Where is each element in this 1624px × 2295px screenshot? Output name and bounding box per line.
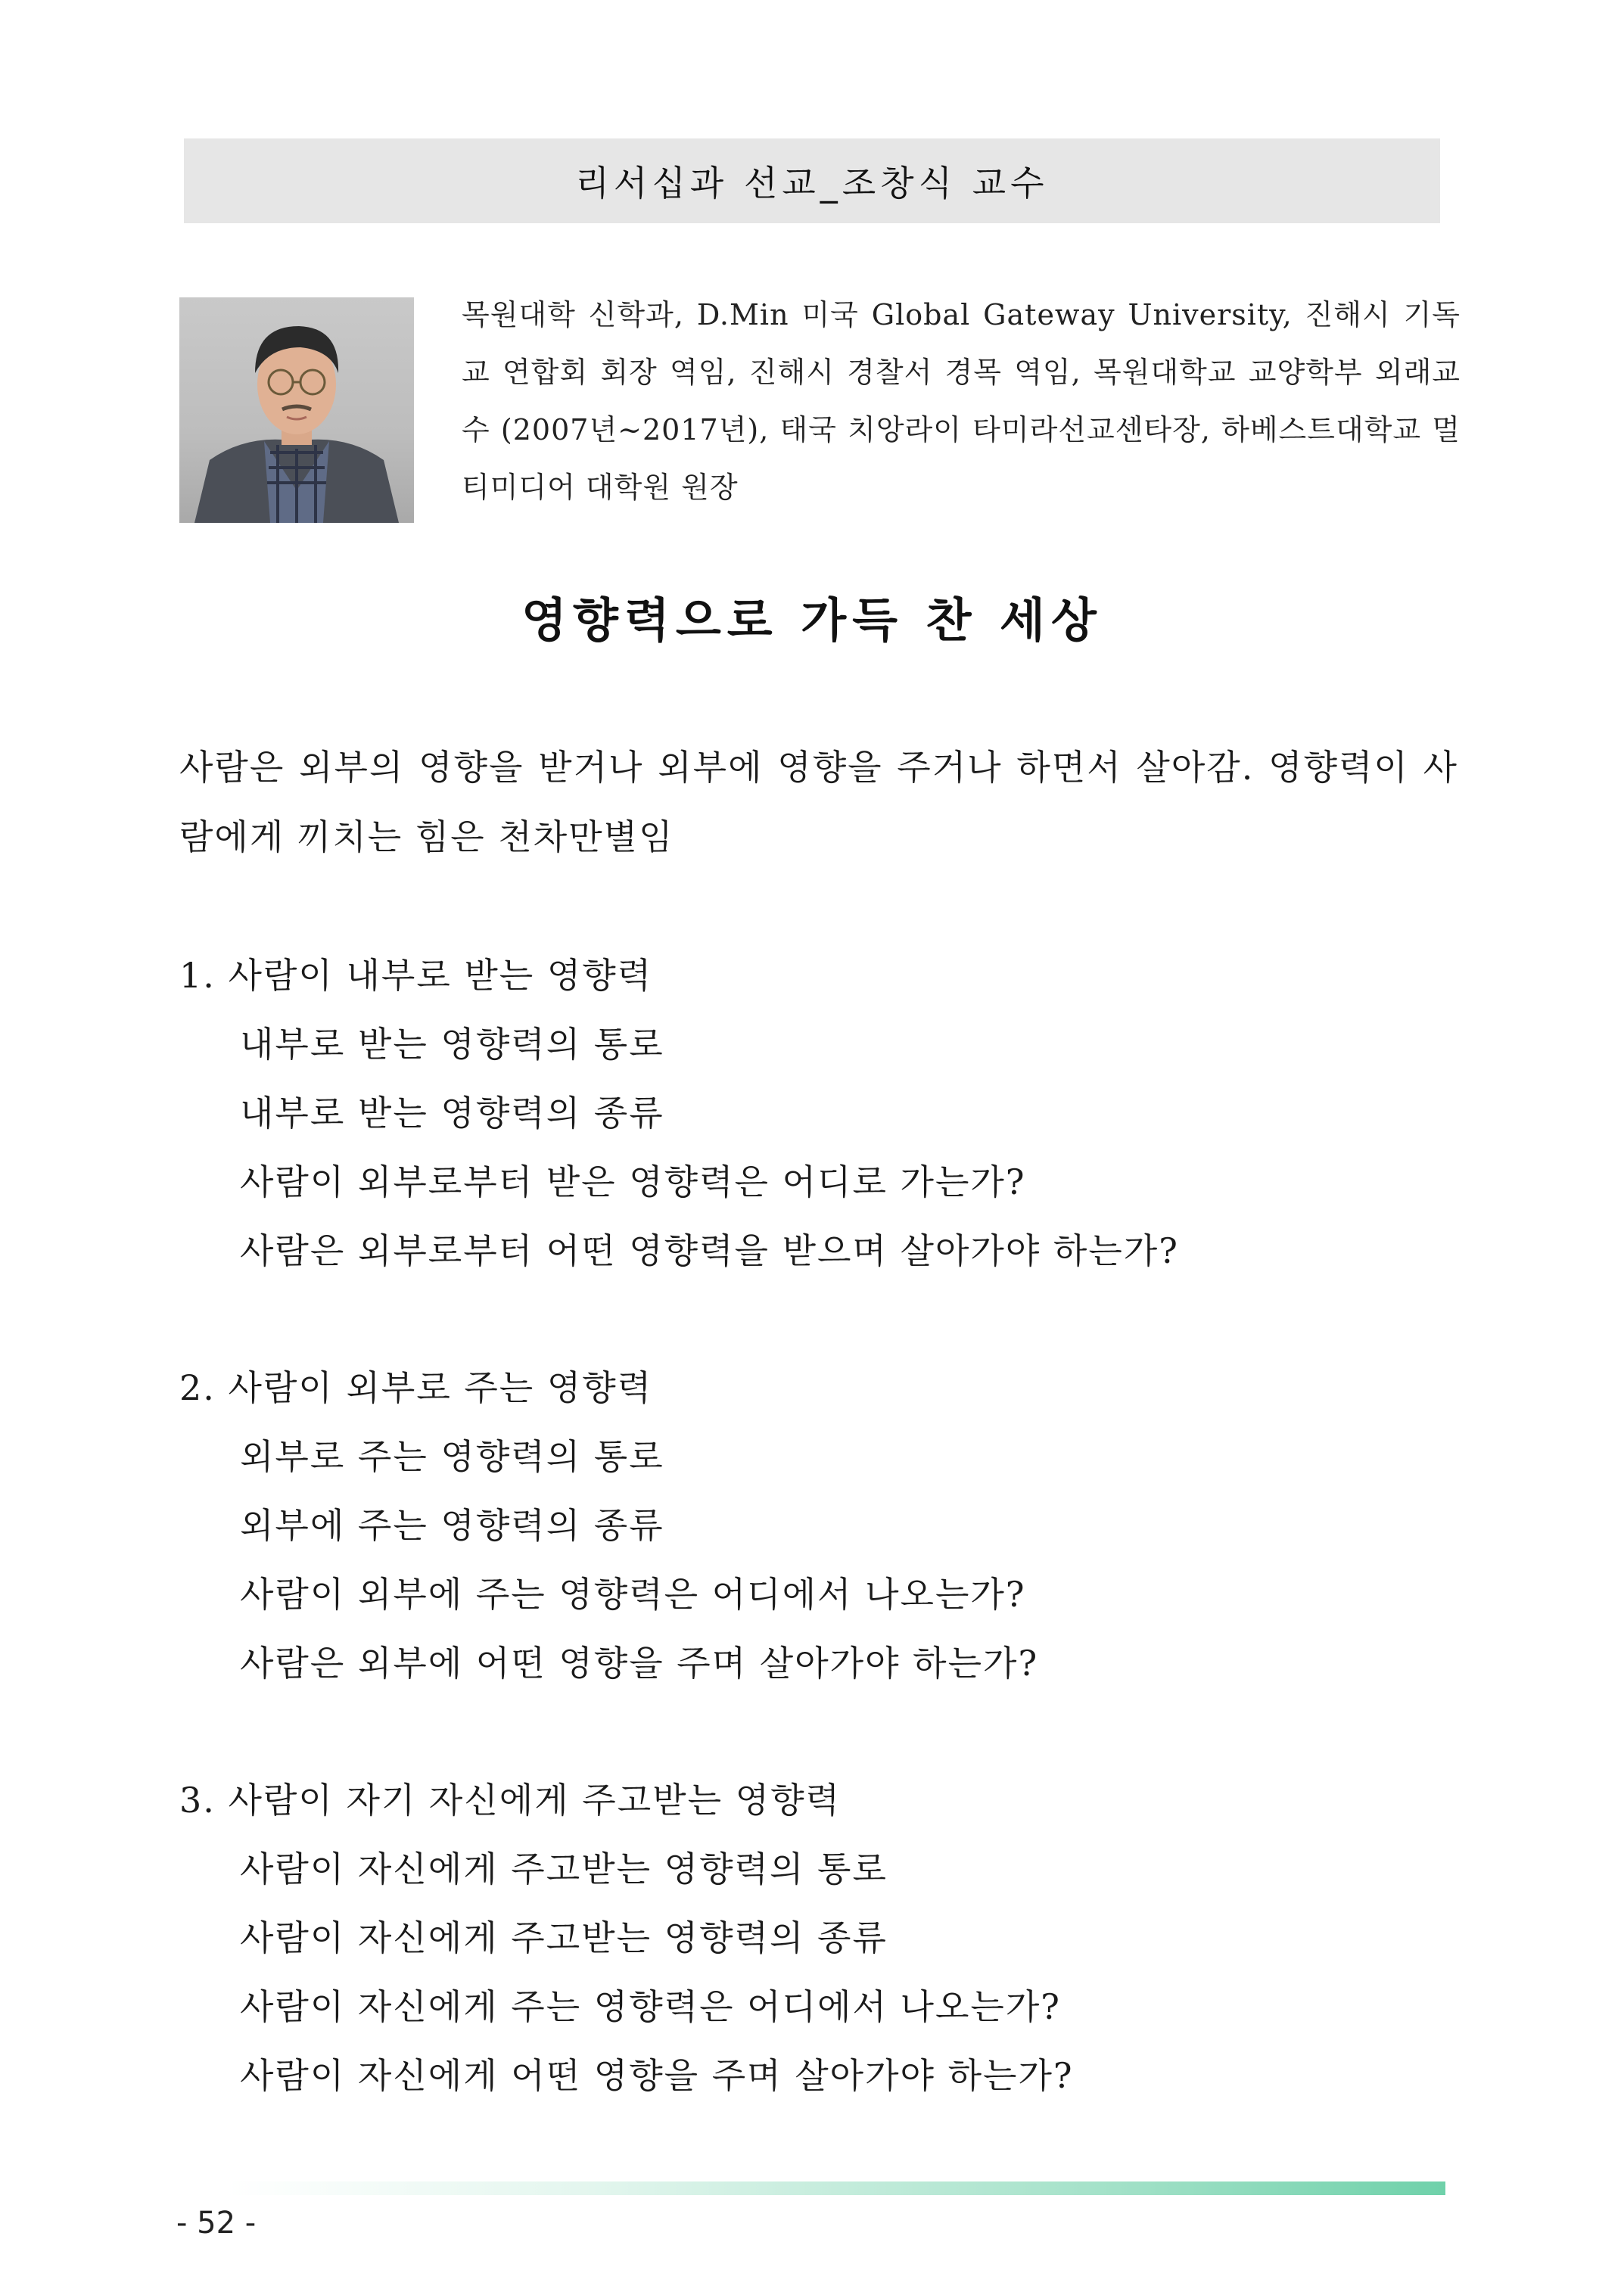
section-item: 사람이 자신에게 주고받는 영향력의 종류 xyxy=(240,1917,888,1958)
section-heading: 3. 사람이 자기 자신에게 주고받는 영향력 xyxy=(179,1780,841,1821)
section-3 xyxy=(179,1766,1458,2110)
section-item: 내부로 받는 영향력의 종류 xyxy=(240,1093,664,1134)
section-1 xyxy=(179,941,1458,1286)
section-2 xyxy=(179,1354,1458,1698)
section-item: 외부에 주는 영향력의 종류 xyxy=(240,1505,664,1546)
article-sections xyxy=(179,941,1458,2178)
section-heading: 1. 사람이 내부로 받는 영향력 xyxy=(179,955,653,996)
section-item: 사람이 자신에게 어떤 영향을 주며 살아가야 하는가? xyxy=(240,2055,1074,2096)
section-item: 사람이 자신에게 주는 영향력은 어디에서 나오는가? xyxy=(240,1986,1061,2027)
section-item: 사람이 외부에 주는 영향력은 어디에서 나오는가? xyxy=(240,1574,1026,1615)
section-item: 외부로 주는 영향력의 통로 xyxy=(240,1436,664,1477)
section-heading: 2. 사람이 외부로 주는 영향력 xyxy=(179,1367,653,1408)
section-item: 사람은 외부로부터 어떤 영향력을 받으며 살아가야 하는가? xyxy=(240,1230,1179,1271)
author-photo xyxy=(179,297,414,523)
section-item: 사람이 외부로부터 받은 영향력은 어디로 가는가? xyxy=(240,1161,1026,1202)
section-item: 사람이 자신에게 주고받는 영향력의 통로 xyxy=(240,1849,888,1889)
article-title: 영향력으로 가득 찬 세상 xyxy=(521,592,1103,648)
article-intro: 사람은 외부의 영향을 받거나 외부에 영향을 주거나 하면서 살아감. 영향력이 사람에게 끼치는 힘은 천차만별임 xyxy=(179,747,1458,857)
page-number: - 52 - xyxy=(176,2206,257,2241)
section-item: 사람은 외부에 어떤 영향을 주며 살아가야 하는가? xyxy=(240,1643,1039,1684)
header-title: 리서십과 선교_조창식 교수 xyxy=(575,163,1049,204)
header-band xyxy=(184,138,1440,223)
author-bio: 목원대학 신학과, D.Min 미국 Global Gateway University, 진해시 기독교 연합회 회장 역임, 진해시 경찰서 경목 역임, 목원대학교 교양학부 외래교수 (2007년~2017년), 태국 치앙라이 타미라선교센타장, 하베스트대학교 멀티미디어 대학원 원장 xyxy=(462,298,1461,504)
author-portrait-image xyxy=(179,297,414,523)
footer-divider xyxy=(227,2181,1445,2195)
section-item: 내부로 받는 영향력의 통로 xyxy=(240,1024,664,1065)
